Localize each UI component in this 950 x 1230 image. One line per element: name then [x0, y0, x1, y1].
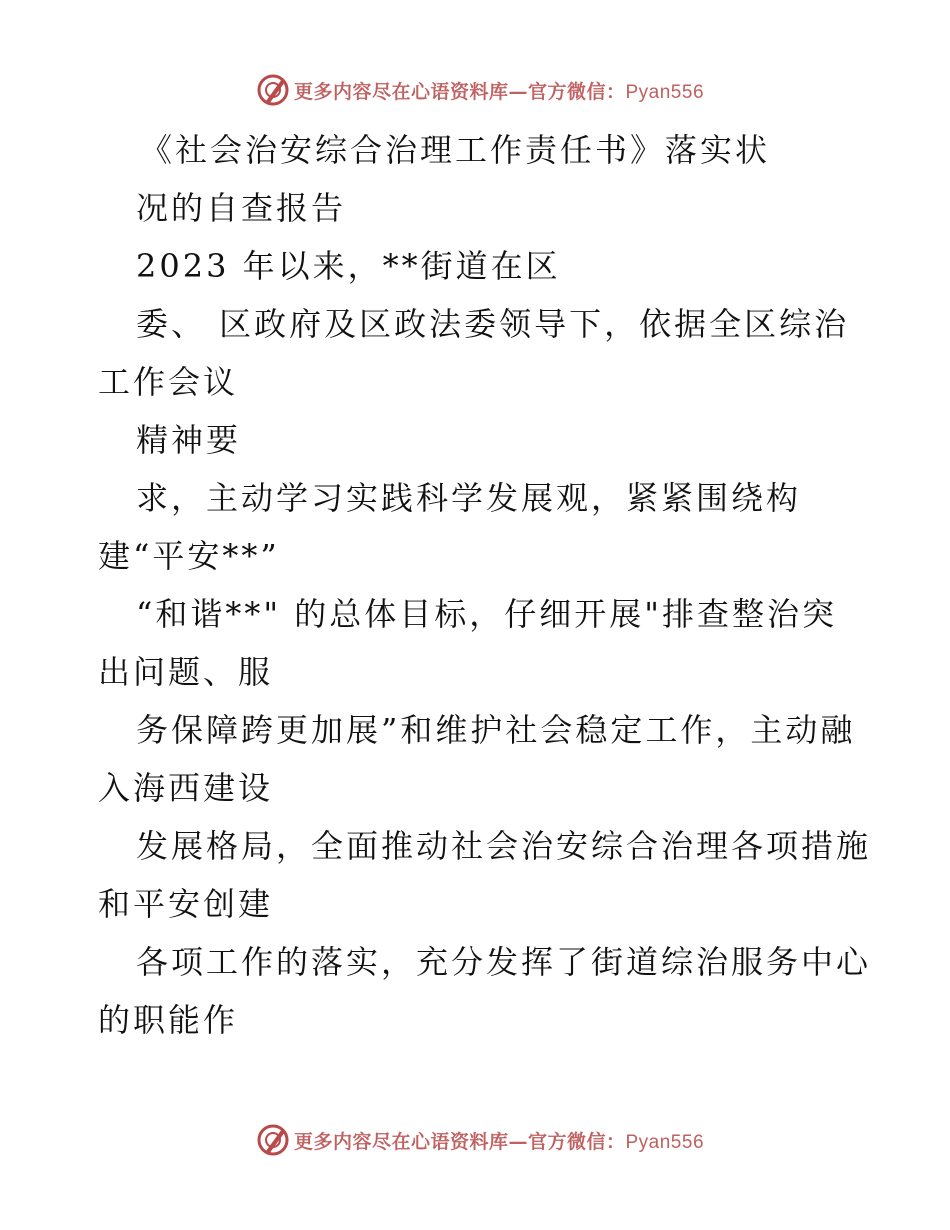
paragraph-line: 发展格局，全面推动社会治安综合治理各项措施: [136, 827, 872, 865]
banner-content: [246, 1123, 704, 1157]
header-banner: [0, 70, 950, 110]
footer-banner: [0, 1120, 950, 1160]
paragraph-line: 建“平安**”: [98, 537, 280, 575]
paragraph-line: 各项工作的落实，充分发挥了街道综治服务中心: [136, 943, 872, 981]
paragraph-line: “和谐**" 的总体目标，仔细开展"排查整治突: [136, 595, 837, 633]
paragraph-line: 入海西建设: [98, 769, 274, 807]
wechat-id: Pyan556: [625, 1131, 705, 1153]
wechat-id: Pyan556: [625, 81, 705, 103]
paragraph-line: 工作会议: [98, 363, 239, 401]
paragraph-line: 的职能作: [98, 1001, 239, 1039]
paragraph-line: 和平安创建: [98, 885, 274, 923]
pen-logo-icon: [256, 1123, 290, 1157]
banner-text: 更多内容尽在心语资料库—官方微信：Pyan556: [293, 80, 705, 103]
paragraph-line: 出问题、服: [98, 653, 274, 691]
paragraph-line: 务保障跨更加展”和维护社会稳定工作，主动融: [136, 711, 856, 749]
banner-content: [246, 73, 704, 107]
banner-text: 更多内容尽在心语资料库—官方微信：Pyan556: [293, 1130, 705, 1153]
pen-logo-icon: [256, 73, 290, 107]
paragraph-line: 委、 区政府及区政法委领导下，依据全区综治: [136, 305, 850, 343]
paragraph-line: 2023 年以来，**街道在区: [136, 247, 561, 285]
paragraph-line: 精神要: [136, 421, 242, 459]
title-line-1: 《社会治安综合治理工作责任书》落实状: [140, 131, 771, 169]
paragraph-line: 求，主动学习实践科学发展观，紧紧围绕构: [136, 479, 802, 517]
title-line-2: 况的自查报告: [136, 189, 347, 227]
